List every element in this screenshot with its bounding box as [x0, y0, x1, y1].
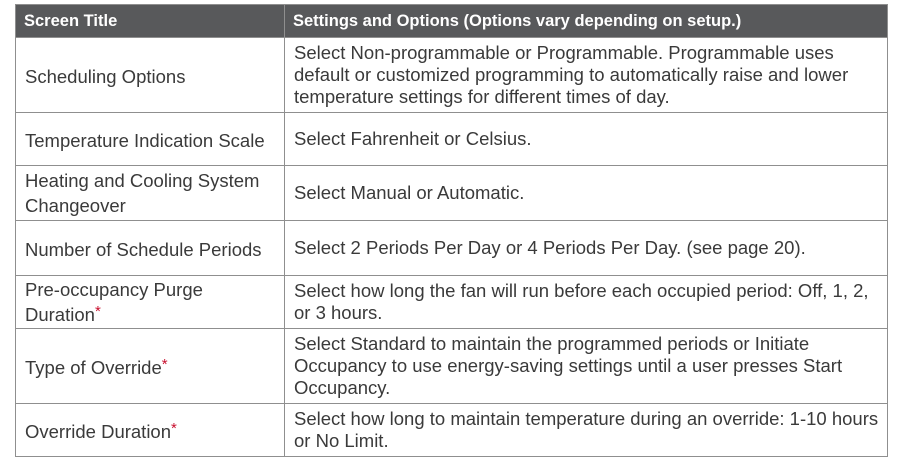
- table-row: [16, 113, 888, 166]
- settings-table-container: [15, 4, 887, 457]
- row-title-text: Number of Schedule Periods: [25, 238, 262, 260]
- table-row: [16, 166, 888, 221]
- row-title-text: Heating and Cooling System Changeover: [25, 169, 260, 216]
- row-screen-title: [16, 276, 285, 329]
- row-title-text: Scheduling Options: [25, 65, 186, 87]
- row-screen-title: [16, 221, 285, 276]
- table-row: [16, 38, 888, 113]
- row-title-text: Temperature Indication Scale: [25, 129, 265, 151]
- row-screen-title: [16, 166, 285, 221]
- row-title-text: Type of Override: [25, 356, 162, 378]
- asterisk-marker: *: [94, 302, 101, 320]
- row-options: Select 2 Periods Per Day or 4 Periods Per Day. (see page 20).: [285, 221, 888, 276]
- row-screen-title: [16, 113, 285, 166]
- settings-table: [15, 4, 888, 457]
- row-title-text: Override Duration: [25, 420, 172, 442]
- table-row: [16, 329, 888, 404]
- row-screen-title: [16, 38, 285, 113]
- row-options: Select Standard to maintain the programmed periods or Initiate Occupancy to use energy-saving settings until a user presses Start Occupancy.: [285, 329, 888, 404]
- row-options: Select how long to maintain temperature during an override: 1-10 hours or No Limit.: [285, 404, 888, 457]
- asterisk-marker: *: [171, 419, 177, 437]
- row-options: Select Fahrenheit or Celsius.: [285, 113, 888, 166]
- row-options: Select Non-programmable or Programmable. Programmable uses default or customized programming to automatically raise and lower temperature settings for different times of day.: [285, 38, 888, 113]
- table-row: [16, 221, 888, 276]
- header-screen-title: Screen Title: [16, 5, 285, 38]
- row-title-text: Pre-occupancy Purge Duration: [25, 278, 203, 325]
- header-settings-options: Settings and Options (Options vary depending on setup.): [285, 5, 888, 38]
- row-screen-title: [16, 329, 285, 404]
- row-screen-title: [16, 404, 285, 457]
- table-row: [16, 404, 888, 457]
- row-options: Select Manual or Automatic.: [285, 166, 888, 221]
- row-options: Select how long the fan will run before each occupied period: Off, 1, 2, or 3 hours.: [285, 276, 888, 329]
- table-row: [16, 276, 888, 329]
- asterisk-marker: *: [161, 355, 168, 373]
- table-header-row: [16, 5, 888, 38]
